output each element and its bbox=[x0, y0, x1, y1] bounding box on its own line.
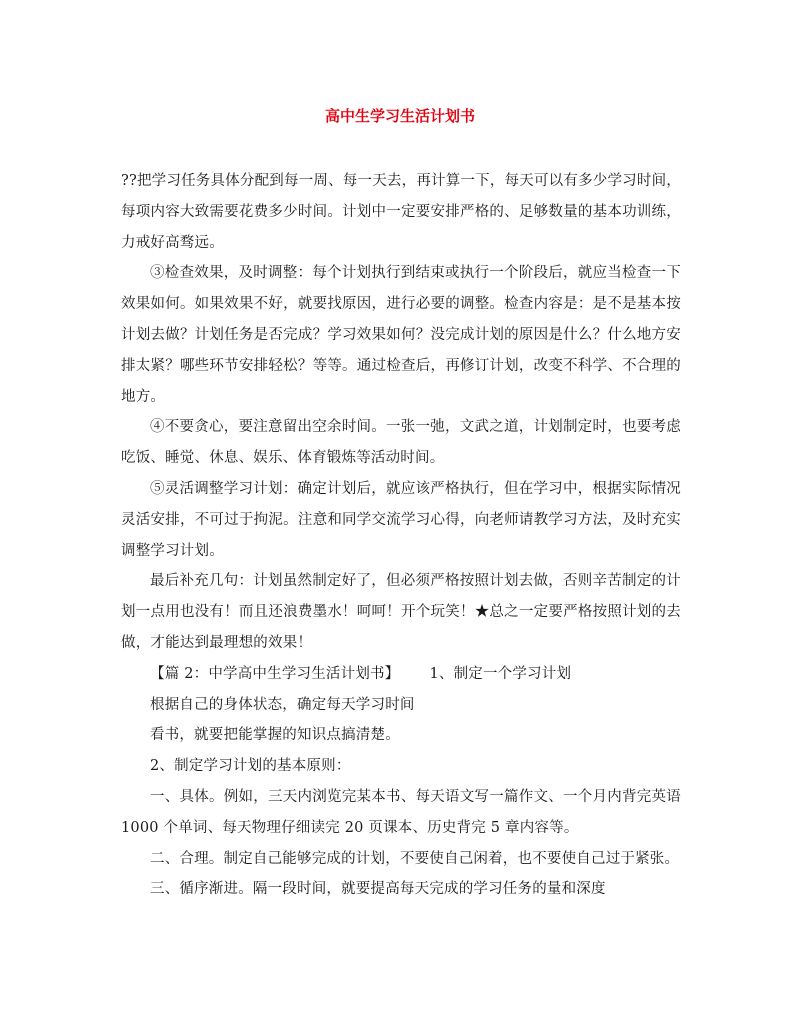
paragraph: ③检查效果，及时调整：每个计划执行到结束或执行一个阶段后，就应当检查一下效果如何。如果效果不好，就要找原因，进行必要的调整。检查内容是：是不是基本按计划去做？计划任务是否完成？学习效果如何？没完成计划的原因是什么？什么地方安排太紧？哪些环节安排轻松？等等。通过检查后，再修订计划，改变不科学、不合理的地方。 bbox=[121, 265, 681, 405]
paragraph: ??把学习任务具体分配到每一周、每一天去，再计算一下，每天可以有多少学习时间，每项内容大致需要花费多少时间。计划中一定要安排严格的、足够数量的基本功训练，力戒好高骛远。 bbox=[121, 173, 681, 251]
paragraph: ④不要贪心，要注意留出空余时间。一张一弛，文武之道，计划制定时，也要考虑吃饭、睡觉、休息、娱乐、体育锻炼等活动时间。 bbox=[121, 419, 681, 467]
paragraph: 最后补充几句：计划虽然制定好了，但必须严格按照计划去做，否则辛苦制定的计划一点用也没有！而且还浪费墨水！呵呵！开个玩笑！★总之一定要严格按照计划的去做，才能达到最理想的效果！ bbox=[121, 573, 681, 651]
paragraph: 一、具体。例如，三天内浏览完某本书、每天语文写一篇作文、一个月内背完英语 1000 个单词、每天物理仔细读完 20 页课本、历史背完 5 章内容等。 bbox=[121, 788, 681, 836]
paragraph: 看书，就要把能掌握的知识点搞清楚。 bbox=[150, 727, 400, 744]
section-heading bbox=[121, 659, 681, 690]
document-body bbox=[121, 166, 681, 905]
document-title: 高中生学习生活计划书 bbox=[324, 107, 475, 125]
paragraph: 根据自己的身体状态，确定每天学习时间 bbox=[150, 696, 415, 713]
paragraph: ⑤灵活调整学习计划：确定计划后，就应该严格执行，但在学习中，根据实际情况灵活安排，不可过于拘泥。注意和同学交流学习心得，向老师请教学习方法，及时充实调整学习计划。 bbox=[121, 480, 681, 559]
section-heading-title: 【篇 2：中学高中生学习生活计划书】 bbox=[150, 665, 400, 682]
paragraph: 2、制定学习计划的基本原则： bbox=[150, 758, 351, 775]
paragraph: 二、合理。制定自己能够完成的计划，不要使自己闲着，也不要使自己过于紧张。 bbox=[150, 850, 680, 867]
section-heading-subtitle: 1、制定一个学习计划 bbox=[429, 665, 572, 682]
paragraph: 三、循序渐进。隔一段时间，就要提高每天完成的学习任务的量和深度 bbox=[150, 881, 606, 898]
